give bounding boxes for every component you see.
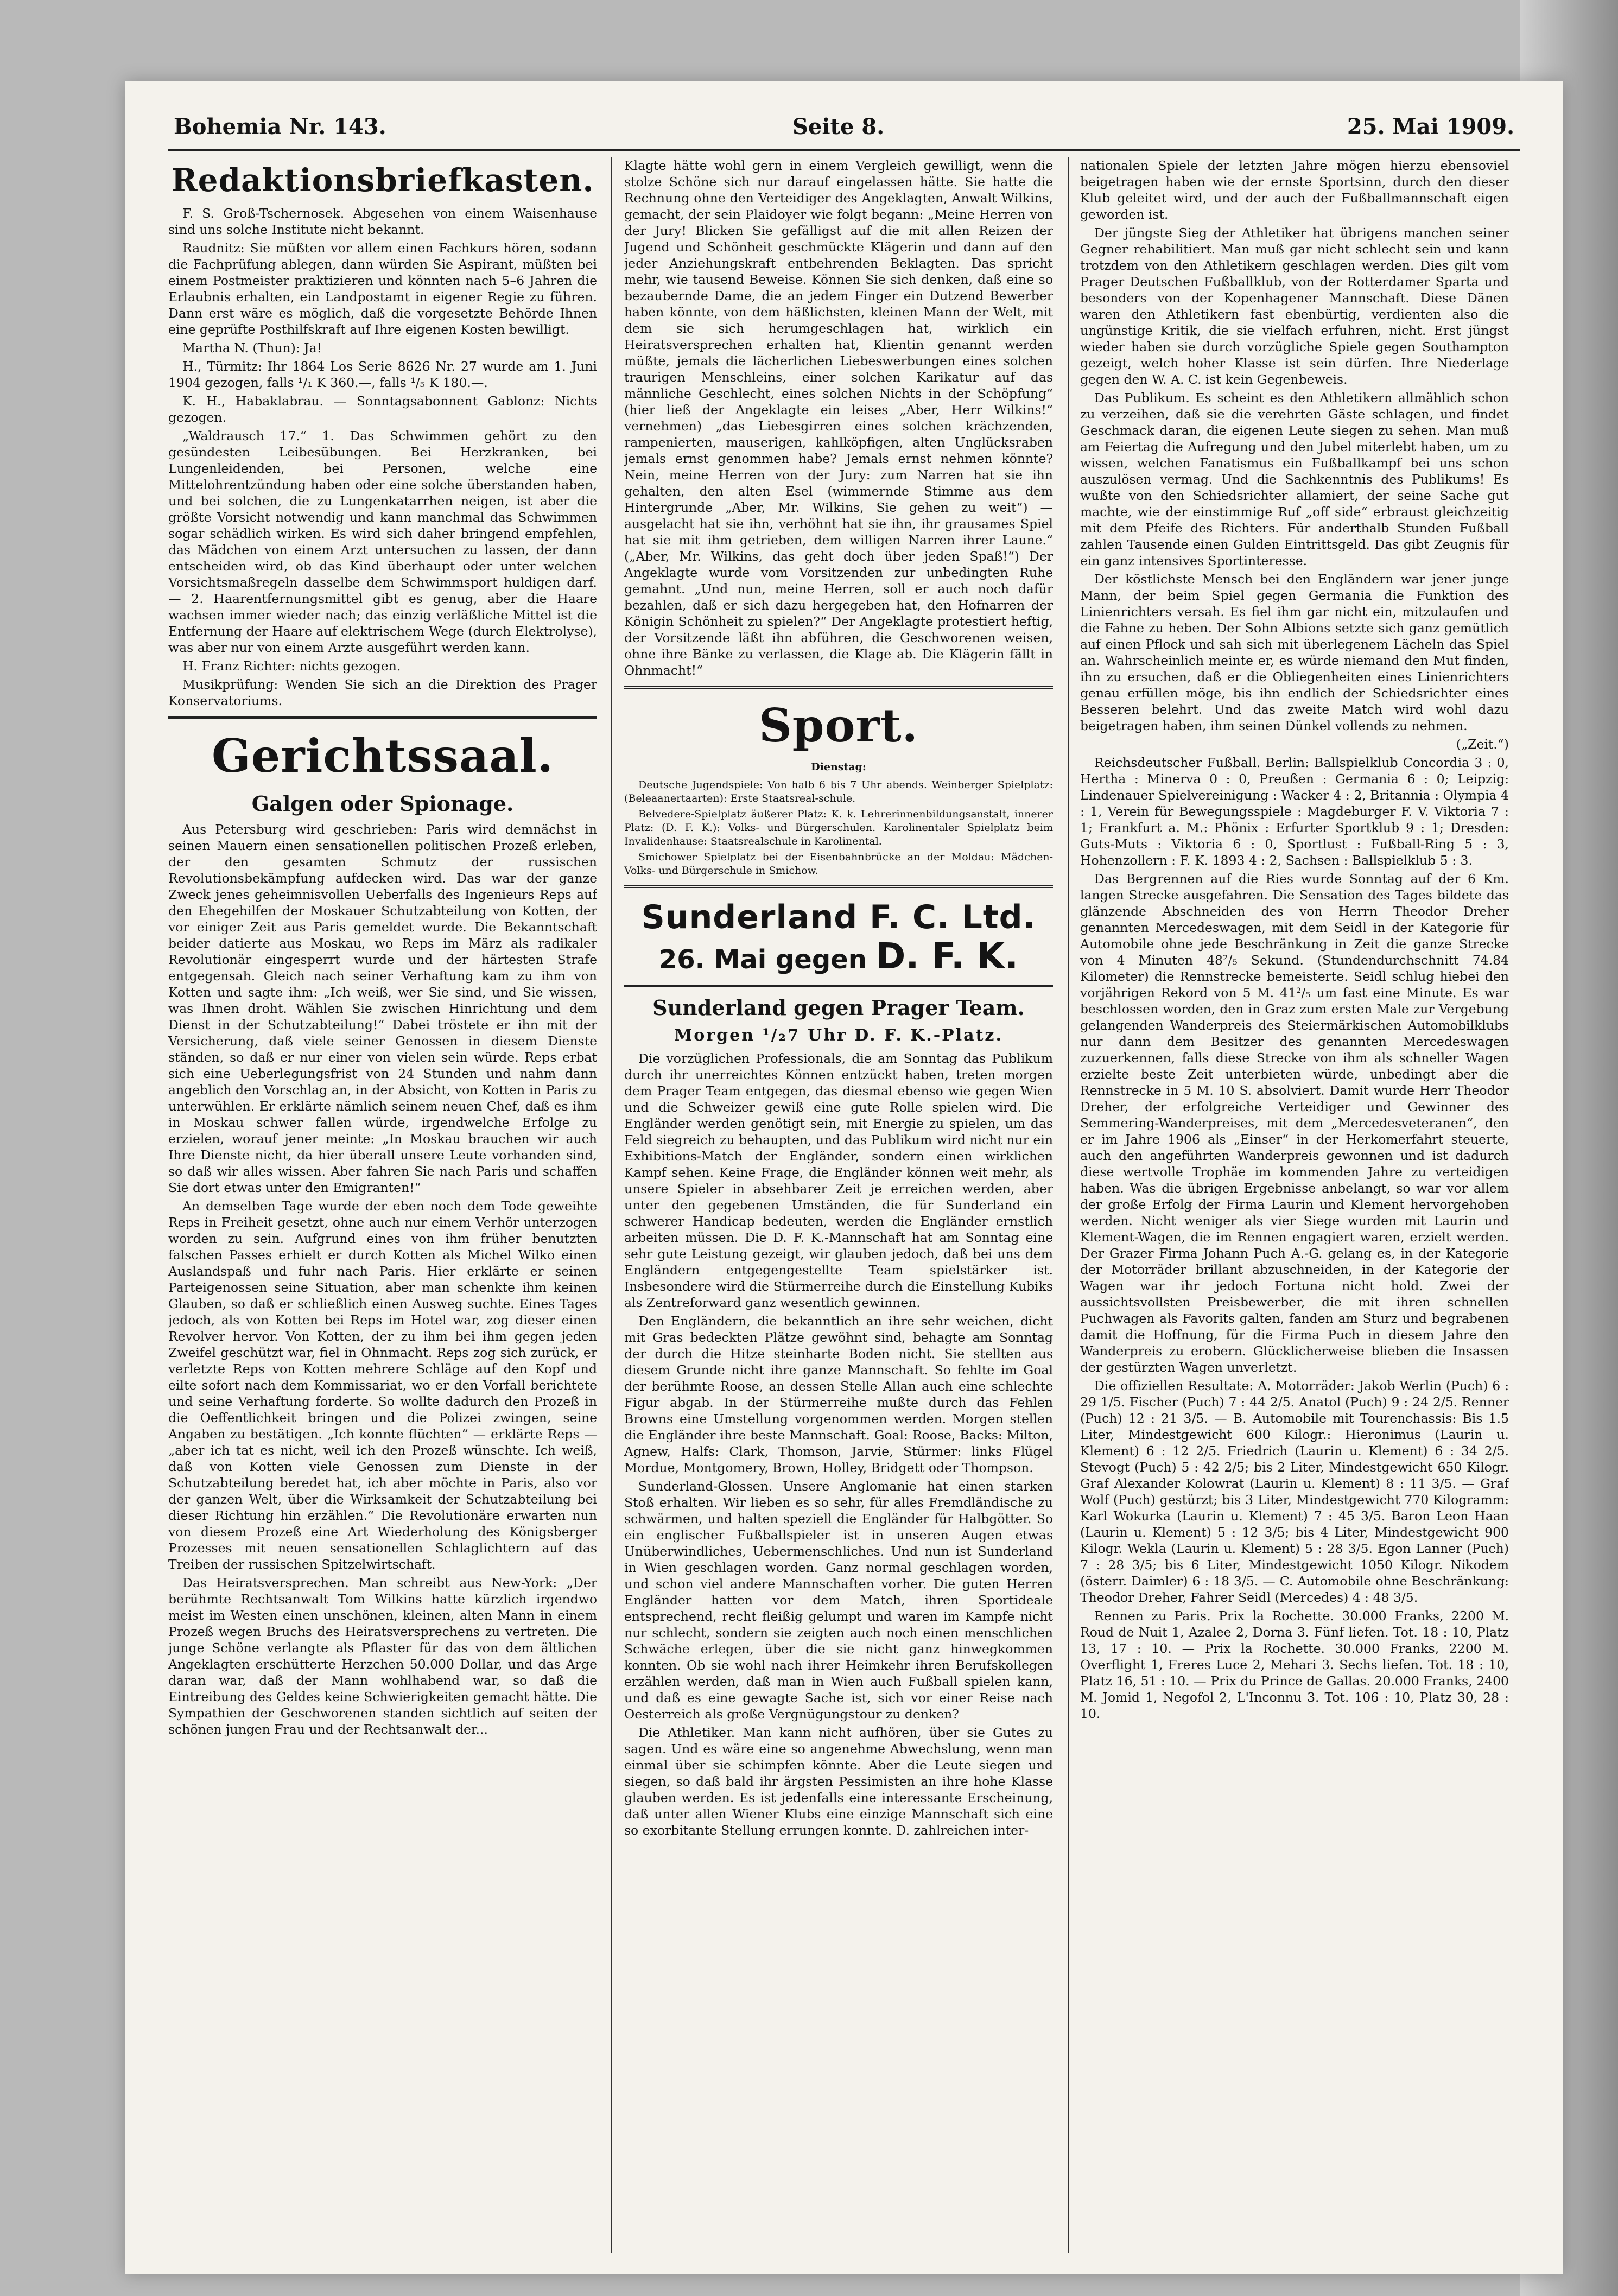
header-page-number: Seite 8.: [792, 114, 885, 139]
header-rule: [168, 149, 1520, 151]
article-paragraph: Das Bergrennen auf die Ries wurde Sonntag auf der 6 Km. langen Strecke ausgefahren. Die Sensation des Tages bildete das glänzende Abschneiden des von Herrn Theodor Dreher genannten Mercedeswagen, mit dem Seidl in der Kategorie für Automobile ohne jede Beschränkung in Zeit die ganze Strecke von 4 Minuten 48²/₅ Sekund. (Stundendurchschnitt 74.84 Kilometer) die Rennstrecke bemeisterte. Seidl schlug hiebei den vorjährigen Rekord von 5 M. 41²/₅ um fast eine Minute. Es war beschlossen worden, den in Graz zum ersten Male zur Vergebung gelangenden Wanderpreis des Steiermärkischen Automobilklubs nur dann dem Besitzer des genannten Mercedeswagen zuzuerkennen, falls diese Strecke von ihm als schneller Wagen erzielte beste Zeit unterbieten würde, unbedingt aber die Rennstrecke in 5 M. 10 S. absolviert. Damit wurde Herr Theodor Dreher, der erfolgreiche Verteidiger und Gewinner des Semmering-Wanderpreises, mit dem „Mercedesveteranen“, den er im Jahre 1906 als „Einser“ in der Herkomerfahrt steuerte, auch den angeführten Wanderpreis gewonnen und ist dadurch diese wertvolle Trophäe im kommenden Jahre zu verteidigen haben. Was die übrigen Ergebnisse anbelangt, so war vor allem der große Erfolg der Firma Laurin und Klement hervorgehoben werden. Nicht weniger als vier Siege wurden mit Laurin und Klement-Wagen, die im Rennen engagiert waren, erzielt werden. Der Grazer Firma Johann Puch A.-G. gelang es, in der Kategorie der Motorräder brillant abzuschneiden, in der Kategorie der Wagen war ihr jedoch Fortuna nicht hold. Zwei der aussichtsvollsten Preisbewerber, die mit ihren schnellen Puchwagen als Favorits galten, fanden am Sturz und begrabenen damit die Hoffnung, für die Firma Puch in diesem Jahre den Wanderpreis zu erobern. Glücklicherweise blieben die Insassen der gestürzten Wagen unverletzt.: [1080, 871, 1509, 1375]
article-paragraph: An demselben Tage wurde der eben noch dem Tode geweihte Reps in Freiheit gesetzt, ohne auch nur einem Verhör unterzogen worden zu sein. Aufgrund eines von ihm früher benutzten falschen Passes erhielt er durch Kotten als Michel Wilko einen Auslandspaß und fuhr nach Paris. Hier erklärte er seinen Parteigenossen seine Situation, aber man schenkte ihm keinen Glauben, so daß er schließlich einen Ausweg suchte. Eines Tages jedoch, als von Kotten bei Reps im Hotel war, zog dieser einen Revolver hervor. Von Kotten, der zu ihm bei ihm gegen jeden Zweifel geschützt war, fiel in Ohnmacht. Reps zog sich zurück, er verletzte Reps von Kotten mehrere Schläge auf den Kopf und eilte sofort nach dem Kommissariat, wo er den Vorfall berichtete und seine Verhaftung forderte. So wollte dadurch den Prozeß in die Oeffentlichkeit bringen und die Polizei zwingen, seine Angaben zu bestätigen. „Ich konnte flüchten“ — erklärte Reps — „aber ich tat es nicht, weil ich den Prozeß wünschte. Ich weiß, daß von Kotten viele Genossen zum Dienste in der Schutzabteilung beredet hat, ich aber möchte in Paris, also vor der ganzen Welt, über die Wirksamkeit der Schutzabteilung bei dieser Richtung hin erzählen.“ Die Revolutionäre erwarten nun von diesem Prozeß eine Art Wiederholung des Königsberger Prozesses mit neuen sensationellen Schlaglichtern auf das Treiben der russischen Spitzelwirtschaft.: [168, 1198, 597, 1572]
article-paragraph: nationalen Spiele der letzten Jahre mögen hierzu ebensoviel beigetragen haben wie der ernste Sportsinn, durch den dieser Klub geleitet wird, und der auch der Fußballmannschaft eigen geworden ist.: [1080, 158, 1509, 222]
ad-match-line: [624, 935, 1053, 977]
article-paragraph: Reichsdeutscher Fußball. Berlin: Ballspielklub Concordia 3 : 0, Hertha : Minerva 0 : 0, Preußen : Germania 6 : 0; Leipzig: Lindenauer Spielvereinigung : Wacker 4 : 2, Britannia : Olympia 4 : 1, Verein für Bewegungsspiele : Magdeburger F. V. Viktoria 7 : 1; Frankfurt a. M.: Phönix : Erfurter Sportklub 9 : 1; Dresden: Guts-Muts : Viktoria 6 : 0, Sportlust : Fußball-Ring 5 : 3, Hohenzollern : F. K. 1893 4 : 2, Sachsen : Ballspielklub 5 : 3.: [1080, 755, 1509, 868]
schedule-title: Dienstag:: [811, 761, 866, 773]
article-paragraph: Raudnitz: Sie müßten vor allem einen Fachkurs hören, sodann die Fachprüfung ablegen, dann würden Sie Aspirant, müßten bei einem Postmeister praktizieren und könnten nach 5–6 Jahren die Erlaubnis erhalten, ein Landpostamt in eigener Regie zu führen. Dann erst wäre es möglich, daß die vorgesetzte Behörde Ihnen eine geprüfte Posthilfskraft auf Ihre eigenen Kosten bewilligt.: [168, 240, 597, 337]
article-paragraph: Das Heiratsversprechen. Man schreibt aus New-York: „Der berühmte Rechtsanwalt Tom Wilkins hatte kürzlich irgendwo meist im Westen einen unschönen, kleinen, alten Mann in einem Prozeß wegen Bruchs des Heiratsversprechens zu vertreten. Die junge Schöne verlangte als Pflaster für das von dem ältlichen Angeklagten erschütterte Herzchen 50.000 Dollar, und das Arge daran war, daß der Mann wohlhabend war, so daß die Eintreibung des Geldes keine Schwierigkeiten gemacht hätte. Die Sympathien der Geschworenen standen sichtlich auf seiten der schönen jungen Frau und der Rechtsanwalt der...: [168, 1575, 597, 1737]
ad-team-name: Sunderland F. C. Ltd.: [641, 898, 1036, 936]
section-heading-sport: Sport.: [759, 699, 918, 752]
header-newspaper-issue: Bohemia Nr. 143.: [174, 114, 386, 139]
section-divider: [624, 985, 1053, 987]
article-paragraph: „Waldrausch 17.“ 1. Das Schwimmen gehört zu den gesündesten Leibesübungen. Bei Herzkranken, bei Lungenleidenden, bei Personen, welche eine Mittelohrentzündung haben oder eine solche überstanden haben, und bei solchen, die zu Lungenkatarrhen neigen, ist aber die größte Vorsicht notwendig und kann manchmal das Schwimmen sogar schädlich wirken. Es wird sich daher bringend empfehlen, das Mädchen von einem Arzt untersuchen zu lassen, der dann entscheiden wird, ob das Kind überhaupt oder unter welchen Vorsichtsmaßregeln dasselbe dem Schwimmsport huldigen darf. — 2. Haarentfernungsmittel gibt es genug, aber die Haare wachsen immer wieder nach; das einzig verläßliche Mittel ist die Entfernung der Haare auf elektrischem Wege (durch Elektrolyse), was aber nur von einem Arzte ausgeführt werden kann.: [168, 428, 597, 655]
article-paragraph: Das Publikum. Es scheint es den Athletikern allmählich schon zu verzeihen, daß sie die verehrten Gäste schlagen, und findet Geschmack daran, die eigenen Leute siegen zu sehen. Man muß am Feiertag die Aufregung und den Jubel miterlebt haben, um zu wissen, welchen Fanatismus ein Fußballkampf bei uns schon auszulösen vermag. Und die Sachkenntnis des Publikums! Es wußte von den Schiedsrichter allamiert, der seine Sache gut machte, wie der einstimmige Ruf „off side“ erbraust gleichzeitig mit dem Pfeife des Richters. Für anderthalb Stunden Fußball zahlen Tausende einen Gulden Eintrittsgeld. Das gibt Zeugnis für ein ganz intensives Sportinteresse.: [1080, 390, 1509, 568]
newspaper-page: [125, 81, 1563, 2274]
article-paragraph: Martha N. (Thun): Ja!: [182, 340, 322, 356]
article-paragraph: H., Türmitz: Ihr 1864 Los Serie 8626 Nr. 27 wurde am 1. Juni 1904 gezogen, falls ¹/₁ K 360.—, falls ¹/₅ K 180.—.: [168, 359, 597, 390]
article-source: („Zeit.“): [1456, 737, 1509, 752]
schedule-item: Deutsche Jugendspiele: Von halb 6 bis 7 Uhr abends. Weinberger Spielplatz: (Beleaanertaarten): Erste Staatsreal-schule.: [624, 779, 1053, 804]
article-paragraph: Die offiziellen Resultate: A. Motorräder: Jakob Werlin (Puch) 6 : 29 1/5. Fischer (Puch) 7 : 44 2/5. Anatol (Puch) 9 : 24 2/5. Renner (Puch) 12 : 21 3/5. — B. Automobile mit Tourenchassis: Bis 1.5 Liter, Mindestgewicht 600 Kilogr.: Hieronimus (Laurin u. Klement) 6 : 12 2/5. Friedrich (Laurin u. Klement) 6 : 34 2/5. Stevogt (Puch) 5 : 42 2/5; bis 2 Liter, Mindestgewicht 650 Kilogr. Graf Alexander Kolowrat (Laurin u. Klement) 8 : 11 3/5. — Graf Wolf (Puch) gestürzt; bis 3 Liter, Mindestgewicht 770 Kilogramm: Karl Wokurka (Laurin u. Klement) 7 : 45 3/5. Baron Leon Haan (Laurin u. Klement) 5 : 12 3/5; bis 4 Liter, Mindestgewicht 900 Kilogr. Wekla (Laurin u. Klement) 5 : 28 3/5. Egon Lanner (Puch) 7 : 28 3/5; bis 6 Liter, Mindestgewicht 1050 Kilogr. Nikodem (österr. Daimler) 6 : 18 3/5. — C. Automobile ohne Beschränkung: Theodor Dreher, Fahrer Seidl (Mercedes) 4 : 48 3/5.: [1080, 1378, 1509, 1605]
article-paragraph: Die vorzüglichen Professionals, die am Sonntag das Publikum durch ihr unerreichtes Können entzückt haben, treten morgen dem Prager Team entgegen, das diesmal ebenso wie gegen Wien und die Schweizer gewiß eine gute Rolle spielen wird. Die Engländer werden genötigt sein, mit Energie zu spielen, um das Feld siegreich zu behaupten, und das Publikum wird nicht nur ein Exhibitions-Match der Engländer, sondern einen wirklichen Kampf sehen. Keine Frage, die Engländer können weit mehr, als unsere Spieler in absehbarer Zeit je erreichen werden, aber unter den gegebenen Umständen, die für Sunderland ein schwerer Handicap bedeuten, werden die Engländer ernstlich arbeiten müssen. Die D. F. K.-Mannschaft hat am Sonntag eine sehr gute Leistung gezeigt, wir glauben jedoch, daß bei uns dem Engländern entgegengestellte Team spielstärker ist. Insbesondere wird die Stürmerreihe durch die Einstellung Kubiks als Zentreforward ganz wesentlich gewinnen.: [624, 1051, 1053, 1310]
article-title: Galgen oder Spionage.: [251, 791, 514, 816]
ad-date: 26. Mai gegen: [658, 944, 867, 975]
section-divider: [168, 716, 597, 719]
article-paragraph: Den Engländern, die bekanntlich an ihre sehr weichen, dicht mit Gras bedeckten Plätze gewöhnt sind, behagte am Sonntag der durch die Hitze steinharte Boden nicht. Sie stellten aus diesem Grunde nicht ihre ganze Mannschaft. So fehlte im Goal der berühmte Roose, an dessen Stelle Allan auch eine schlechte Figur abgab. In der Stürmerreihe mußte durch das Fehlen Browns eine Umstellung vorgenommen werden. Morgen stellen die Engländer ihre beste Mannschaft. Goal: Roose, Backs: Milton, Agnew, Halfs: Clark, Thomson, Jarvie, Stürmer: links Flügel Mordue, Montgomery, Brown, Holley, Bridgett oder Thompson.: [624, 1314, 1053, 1475]
schedule-item: Smichower Spielplatz bei der Eisenbahnbrücke an der Moldau: Mädchen-Volks- und Bürgerschule in Smichow.: [624, 851, 1053, 877]
schedule-item: Belvedere-Spielplatz äußerer Platz: K. k. Lehrerinnenbildungsanstalt, innerer Platz: (D. F. K.): Volks- und Bürgerschulen. Karolinentaler Spielplatz beim Invalidenhause: Staatsrealschule in Karolinental.: [624, 808, 1053, 847]
column-divider: [611, 157, 612, 2253]
article-subtitle: Morgen ¹/₂7 Uhr D. F. K.-Platz.: [674, 1026, 1003, 1045]
article-paragraph: Klagte hätte wohl gern in einem Vergleich gewilligt, wenn die stolze Schöne sich nur darauf eingelassen hätte. Sie hatte die Rechnung ohne den Verteidiger des Angeklagten, Anwalt Wilkins, gemacht, der sein Plaidoyer wie folgt begann: „Meine Herren von der Jury! Blicken Sie gefälligst auf die mit allen Reizen der Jugend und Schönheit geschmückte Klägerin und dann auf den jeder Anziehungskraft entbehrenden Beklagten. Das spricht mehr, wie tausend Beweise. Können Sie sich denken, daß eine so bezaubernde Dame, die an jedem Finger ein Dutzend Bewerber haben könnte, von dem häßlichsten, kleinen Mann der Welt, mit dem sie sich herumgeschlagen hat, wirklich ein Heiratsversprechen erhalten hat, Klientin genannt werden müßte, jemals die lächerlichen Liebeswerbungen eines solchen traurigen Menschleins, einer solchen Karikatur auf das männliche Geschlecht, eines solchen Nichts in der Schöpfung“ (hier ließ der Angeklagte ein leises „Aber, Herr Wilkins!“ vernehmen) „das Liebesgirren eines solchen krächzenden, rampenierten, mauserigen, kahlköpfigen, alten Unglücksraben jemals ernst genommen habe? Jemals ernst nehmen könnte? Nein, meine Herren von der Jury: zum Narren hat sie ihn gehalten, den alten Esel (wimmernde Stimme aus dem Hintergrunde „Aber, Mr. Wilkins, Sie gehen zu weit“) — ausgelacht hat sie ihn, verhöhnt hat sie ihn, ihr grausames Spiel hat sie mit ihm getrieben, dem willigen Narren ihrer Laune.“ („Aber, Mr. Wilkins, das geht doch über jeden Spaß!“) Der Angeklagte wurde vom Vorsitzenden zur unbedingten Ruhe gemahnt. „Und nun, meine Herren, soll er auch noch dafür bezahlen, daß er sich dazu hergegeben hat, den Hofnarren der Königin Schönheit zu spielen?“ Der Angeklagte protestiert heftig, der Vorsitzende läßt ihn abführen, die Geschworenen weisen, ohne ihre Bänke zu verlassen, die Klage ab. Die Klägerin fällt in Ohnmacht!“: [624, 158, 1053, 678]
section-divider: [624, 686, 1053, 689]
article-paragraph: H. Franz Richter: nichts gezogen.: [182, 658, 401, 674]
match-advertisement: [624, 896, 1053, 977]
page-header: [174, 114, 1514, 152]
column-2: [624, 157, 1053, 2263]
column-divider: [1068, 157, 1069, 2253]
section-heading-gerichtssaal: Gerichtssaal.: [212, 729, 554, 783]
section-divider: [624, 885, 1053, 888]
article-paragraph: Aus Petersburg wird geschrieben: Paris wird demnächst in seinen Mauern einen sensationellen politischen Prozeß erleben, der den gesamten Schmutz der russischen Revolutionsbekämpfung aufdecken wird. Das war der ganze Zweck jenes geheimnisvollen Ueberfalls des Ingenieurs Reps auf den Ehegehilfen der Moskauer Schutzabteilung von Kotten, der vor einiger Zeit aus Paris gemeldet wurde. Die Bekanntschaft beider datierte aus Moskau, wo Reps im März als radikaler Revolutionär eingesperrt wurde und der härtesten Strafe entgegensah. Gleich nach seiner Verhaftung kam zu ihm von Kotten und sagte ihm: „Ich weiß, wer Sie sind, und Sie wissen, was Ihnen droht. Wählen Sie zwischen Hinrichtung und dem Dienst in der Schutzabteilung!“ Dabei tröstete er ihn mit der Versicherung, daß viele seiner Genossen in diesem Dienste ständen, so daß er nur einer von vielen sein würde. Reps erbat sich eine Ueberlegungsfrist von 24 Stunden und nahm dann angeblich den Vorschlag an, in der Absicht, von Kotten in Paris zu unterwühlen. Er erklärte nämlich seinem neuen Chef, daß es ihm in Moskau schwer fallen würde, irgendwelche Erfolge zu erzielen, worauf jener meinte: „In Moskau brauchen wir auch Ihre Dienste nicht, da hier überall unsere Leute vorhanden sind, so daß wir alles wissen. Aber fahren Sie nach Paris und schaffen Sie dort etwas unter den Emigranten!“: [168, 822, 597, 1195]
header-date: 25. Mai 1909.: [1347, 114, 1514, 139]
article-paragraph: Rennen zu Paris. Prix la Rochette. 30.000 Franks, 2200 M. Roud de Nuit 1, Azalee 2, Dorna 3. Fünf liefen. Tot. 18 : 10, Platz 13, 17 : 10. — Prix la Rochette. 30.000 Franks, 2200 M. Overflight 1, Freres Luce 2, Mehari 3. Sechs liefen. Tot. 18 : 10, Platz 16, 51 : 10. — Prix du Prince de Gallas. 20.000 Franks, 2400 M. Jomid 1, Negofol 2, L'Inconnu 3. Tot. 106 : 10, Platz 30, 28 : 10.: [1080, 1608, 1509, 1721]
article-paragraph: Sunderland-Glossen. Unsere Anglomanie hat einen starken Stoß erhalten. Wir lieben es so sehr, für alles Fremdländische zu schwärmen, und halten speziell die Engländer für Halbgötter. So ein englischer Fußballspieler ist in unseren Augen etwas Unüberwindliches, Uebermenschliches. Und nun ist Sunderland in Wien geschlagen worden. Ganz normal geschlagen worden, und schon viel andere Mannschaften vorher. Die guten Herren Engländer hatten vor dem Match, ihren Sportideale entsprechend, recht fleißig gelumpt und waren im Kampfe nicht nur schlecht, sondern sie zeigten auch noch einen menschlichen Schwäche erlegen, über die sie nicht ganz hinwegkommen konnten. Ob sie wohl nach ihrer Heimkehr ihren Berufskollegen erzählen werden, daß man in Wien auch Fußball spielen kann, und daß es eine gewagte Sache ist, sich vor einer Reise nach Oesterreich als große Vergnügungstour zu denken?: [624, 1479, 1053, 1722]
column-3: [1080, 157, 1509, 2263]
article-paragraph: K. H., Habaklabrau. — Sonntagsabonnent Gablonz: Nichts gezogen.: [168, 394, 597, 425]
article-paragraph: F. S. Groß-Tschernosek. Abgesehen von einem Waisenhause sind uns solche Institute nicht bekannt.: [168, 206, 597, 237]
article-paragraph: Musikprüfung: Wenden Sie sich an die Direktion des Prager Konservatoriums.: [168, 677, 597, 708]
section-heading-redaktionsbriefkasten: Redaktionsbriefkasten.: [171, 162, 594, 199]
column-1: [168, 157, 597, 2263]
article-paragraph: Der jüngste Sieg der Athletiker hat übrigens manchen seiner Gegner rehabilitiert. Man muß gar nicht schlecht sein und kann trotzdem von den Athletikern geschlagen werden. Dies gilt vom Prager Deutschen Fußballklub, von der Rotterdamer Sparta und besonders von der Kopenhagener Mannschaft. Diese Dänen waren den Athletikern fast ebenbürtig, verdienten also die ungünstige Kritik, die sie vielfach erfuhren, nicht. Erst jüngst wieder haben sie durch vorzügliche Spiele gegen Southampton gezeigt, welch hoher Klasse ist sein dürfen. Ihre Niederlage gegen den W. A. C. ist kein Gegenbeweis.: [1080, 225, 1509, 387]
ad-opponent: D. F. K.: [875, 935, 1019, 977]
article-paragraph: Die Athletiker. Man kann nicht aufhören, über sie Gutes zu sagen. Und es wäre eine so angenehme Abwechslung, wenn man einmal über sie schimpfen könnte. Aber die Leute siegen und siegen, so daß bald ihr ärgsten Pessimisten an ihre hohe Klasse glauben werden. Es ist jedenfalls eine interessante Erscheinung, daß unter allen Wiener Klubs eine einzige Mannschaft sich eine so exorbitante Stellung errungen konnte. D. zahlreichen inter-: [624, 1725, 1053, 1838]
article-title: Sunderland gegen Prager Team.: [652, 995, 1025, 1020]
article-paragraph: Der köstlichste Mensch bei den Engländern war jener junge Mann, der beim Spiel gegen Germania die Funktion des Linienrichters versah. Es fiel ihm gar nicht ein, mitzulaufen und die Fahne zu heben. Der Sohn Albions setzte sich ganz gemütlich auf einen Pflock und sah sich mit überlegenem Lächeln das Spiel an. Wahrscheinlich meinte er, es würde niemand den Mut finden, ihn zu ersuchen, daß er die Obliegenheiten eines Linienrichters genau erfüllen möge, bis ihn endlich der Schiedsrichter eines Besseren belehrt. Und das zweite Match wird wohl dazu beigetragen haben, ihm seinen Dünkel vollends zu nehmen.: [1080, 572, 1509, 733]
